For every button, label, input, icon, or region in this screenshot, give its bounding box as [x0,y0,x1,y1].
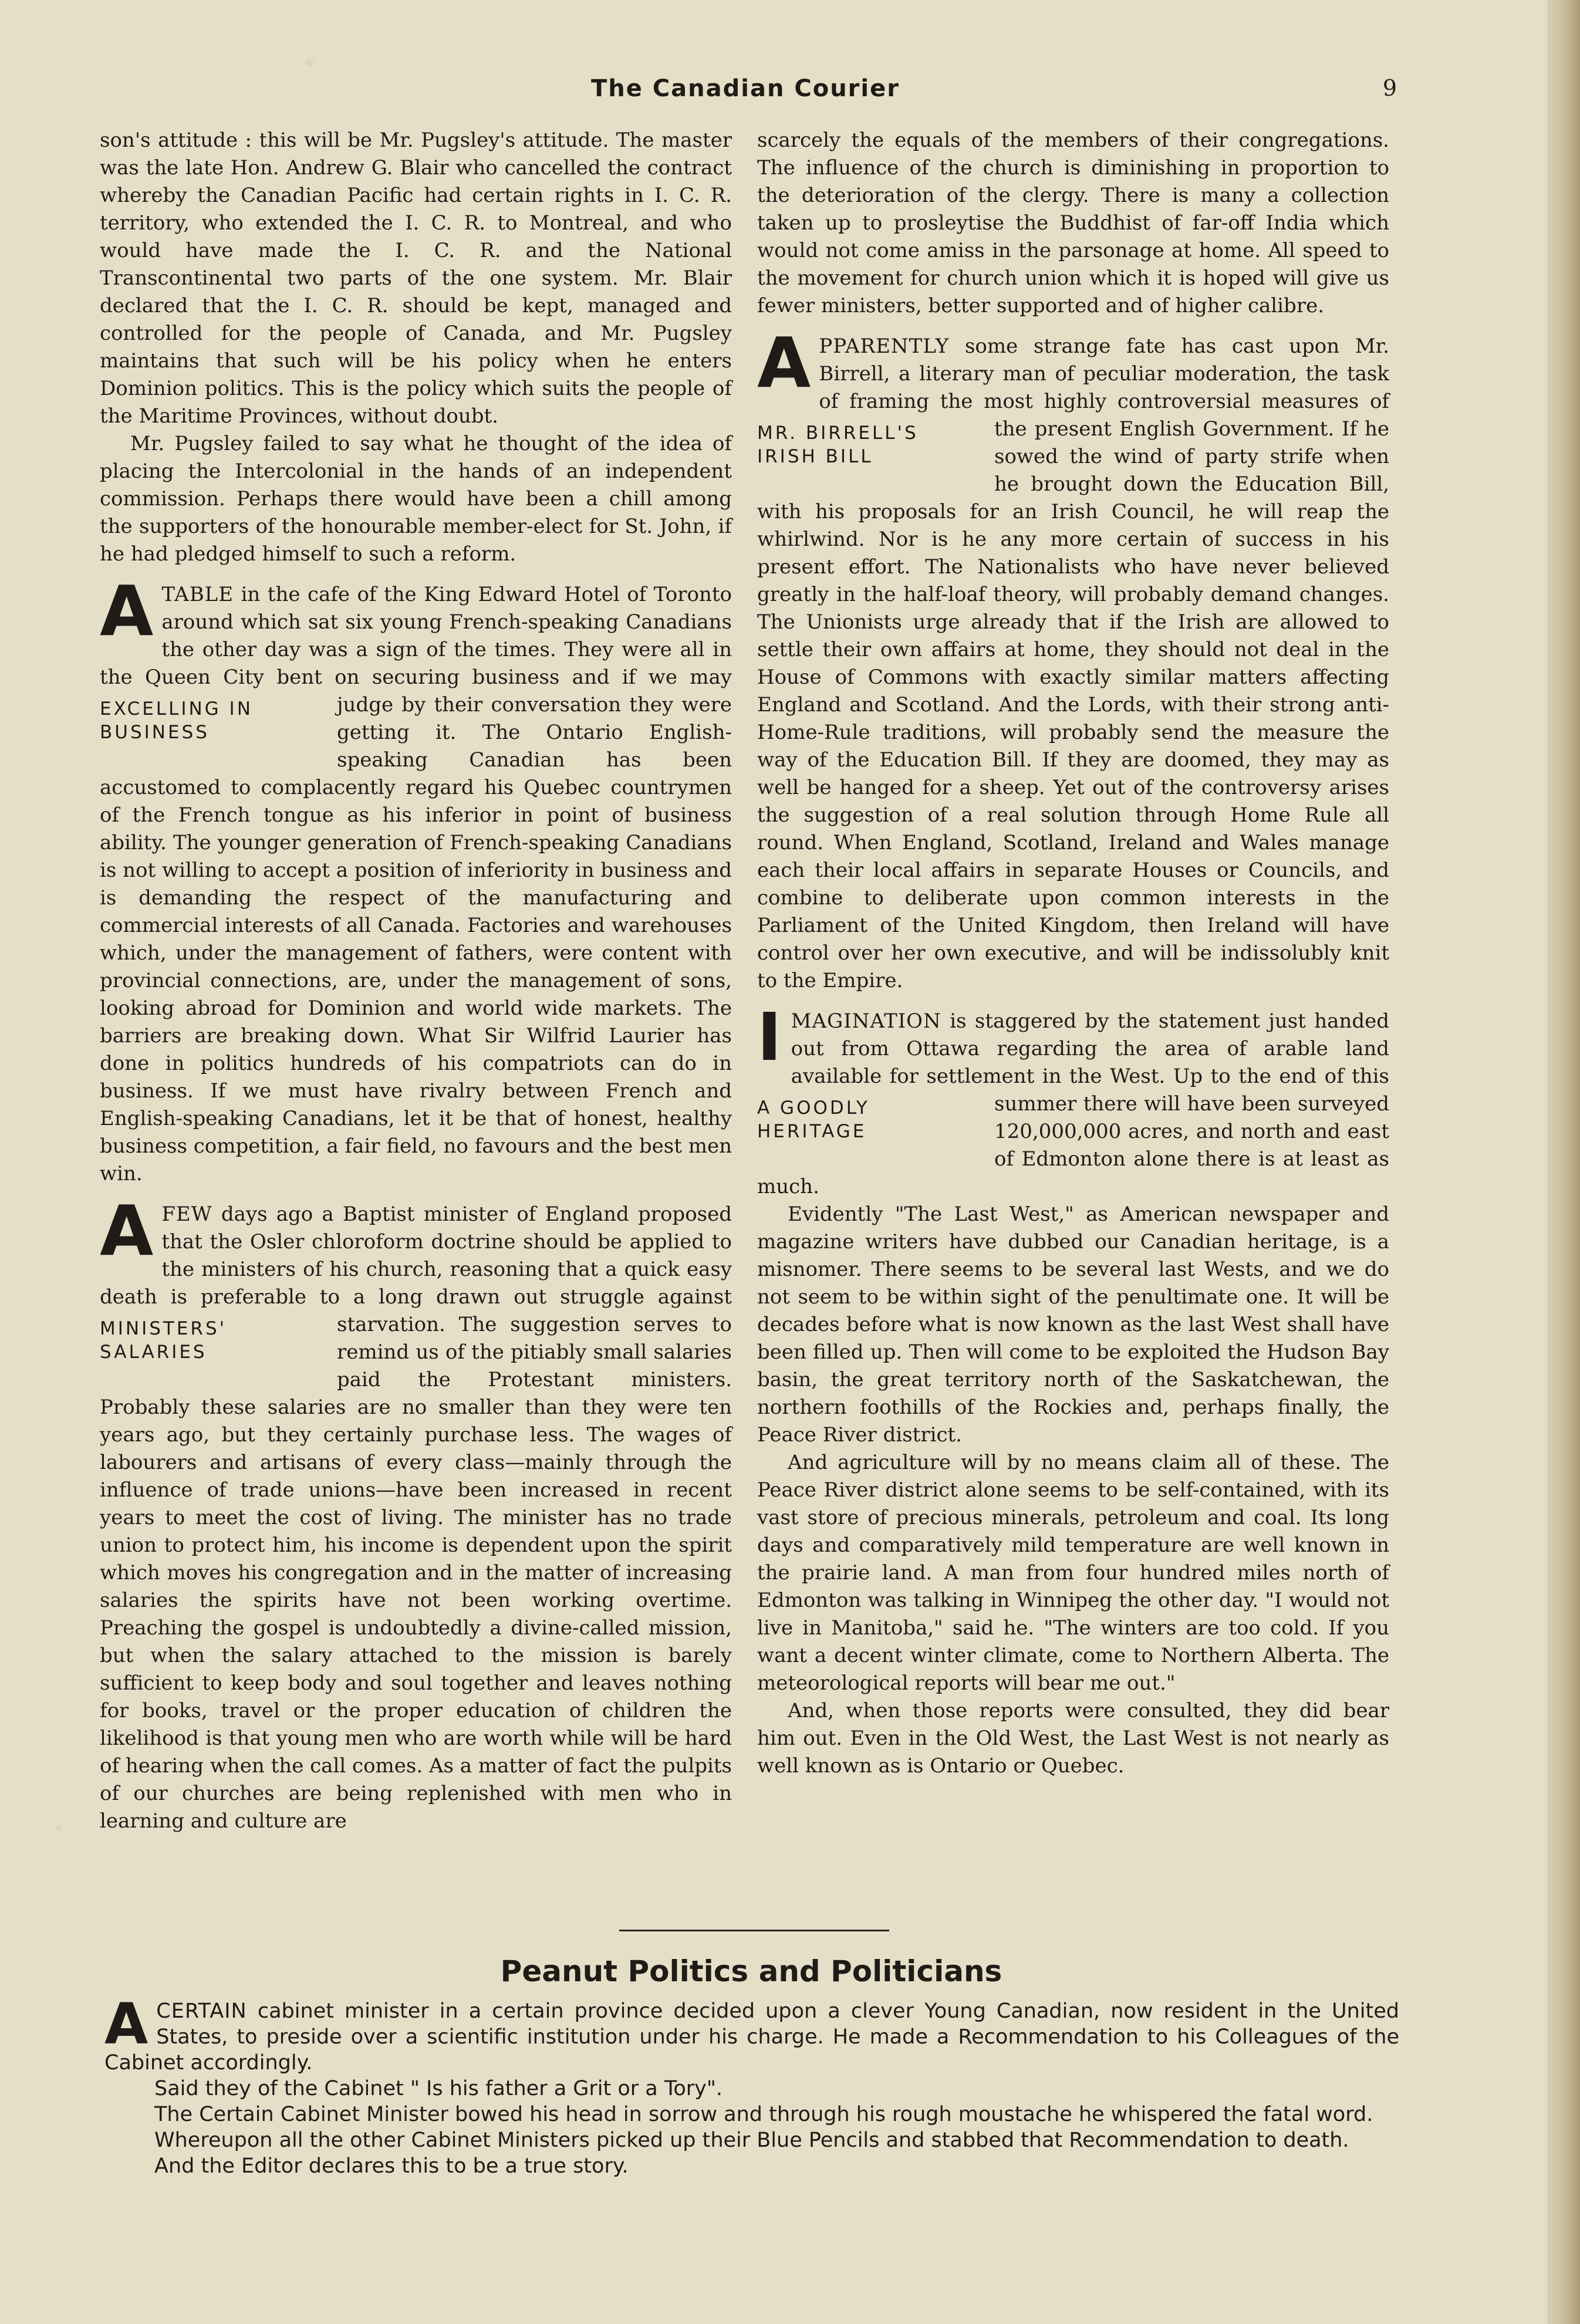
side-heading: EXCELLING IN BUSINESS [100,698,253,743]
drop-cap: A [100,570,154,651]
lead-word: PPARENTLY [819,335,950,358]
article-text: sowed the wind of party strife when he brought down the Education Bill, with his proposals for an Irish Council, he will reap the whirlwind. Nor is he any more certain of success in his present effort. The Nationalists who have never believed greatly in the half-loaf theory, will probably demand changes. The Unionists urge already that if the Irish are allowed to settle their own affairs at home, they should not deal in the House of Commons with exactly similar matters affecting England and Scotland. And the Lords, with their strong anti-Home-Rule traditions, will probably send the measure the way of the Education Bill. If they are doomed, they may as well be hanged for a sheep. Yet out of the controversy arises the suggestion of a real solution through Home Rule all round. When England, Scotland, Ireland and Wales manage each their local affairs in separate Houses or Councils, and combine to deliberate upon common interests in the Parliament of the United Kingdom, then Ireland will have control over her own executive, and will be indissolubly knit to the Empire. [757,445,1389,992]
article-text: their conversation they were getting it. The Ontario English-speaking Canadian has been accustomed to complacently regard his Quebec countrymen of the French tongue as his inferior in point of business ability. The younger generation of French-speaking Canadians is not willing to accept a position of inferiority in business and is demanding the respect of the manufacturing and commercial interests of all Canada. Factories and warehouses which, under the management of fathers, were content with provincial connections, are, under the management of sons, looking abroad for Dominion and world wide markets. The barriers are breaking down. What Sir Wilfrid Laurier has done in politics hundreds of his compatriots can do in business. If we must have rivalry between French and English-speaking Canadians, let it be that of honest, healthy business competition, a fair field, no favours and the best men win. [100,693,732,1185]
peanut-politics-article [104,1991,1399,2179]
heritage-paragraph-2: Evidently "The Last West," as American newspaper and magazine writers have dubbed our Canadian heritage, is a misnomer. There seems to be several last Wests, and we do not seem to be within sight of the penultimate one. It will be decades before what is now known as the last West shall have been filled up. Then will come to be exploited the Hudson Bay basin, the great territory north of the Saskatchewan, the northern foothills of the Rockies and, perhaps finally, the Peace River district. [757,1202,1389,1447]
page-number: 9 [1382,75,1397,101]
salaries-continuation: scarcely the equals of the members of their congregations. The influence of the church is diminishing in proportion to the deterioration of the clergy. There is many a collection taken up to prosleytise the Buddhist of far-off India which would not come amiss in the parsonage at home. All speed to the movement for church union which it is hoped will give us fewer ministers, better supported and of higher calibre. [757,129,1389,317]
article-text: some strange fate has cast upon Mr. Birrell, a literary man of peculiar moderation, the task of framing the most highly controversial measures of the present English Government. If he [819,335,1389,441]
left-column [100,127,732,1835]
drop-cap: I [757,999,782,1076]
heritage-paragraph-4: And, when those reports were consulted, they did bear him out. Even in the Old West, the Last West is not nearly as well known as is Ontario or Quebec. [757,1699,1389,1778]
lead-word: MAGINATION [791,1009,941,1033]
pugsley-paragraph-1: son's attitude : this will be Mr. Pugsley's attitude. The master was the late Hon. Andrew G. Blair who cancelled the contract whereby the Canadian Pacific had certain rights in I. C. R. territory, who extended the I. C. R. to Montreal, and who would have made the I. C. R. and the National Transcontinental two parts of the one system. Mr. Blair declared that the I. C. R. should be kept, managed and controlled for the people of Canada, and Mr. Pugsley maintains that such will be his policy when he enters Dominion politics. This is the policy which suits the people of the Maritime Provinces, without doubt. [100,129,732,428]
peanut-paragraph-4: Whereupon all the other Cabinet Ministers picked up their Blue Pencils and stabbed that Recommendation to death. [154,2129,1349,2152]
page-header [94,75,1397,110]
paper-stain [56,1825,62,1831]
article-ministers-salaries [100,1190,732,1835]
side-heading: A GOODLY HERITAGE [757,1097,870,1142]
article-text: 120,000,000 acres, and north and east of Edmonton alone there is at least as much. [757,1120,1389,1198]
article-text: cabinet minister in a certain province decided upon a clever Young Canadian, now resident in the United States, to preside over a scientific institution under his charge. He made a Recommendation to his Colleagues of the Cabinet accordingly. [104,1999,1399,2075]
side-heading: MR. BIRRELL'S IRISH BILL [757,423,919,467]
peanut-paragraph-2: Said they of the Cabinet " Is his father a Grit or a Tory". [154,2077,723,2100]
peanut-paragraph-3: The Certain Cabinet Minister bowed his head in sorrow and through his rough moustache he whispered the fatal word. [154,2103,1373,2126]
peanut-paragraph-5: And the Editor declares this to be a true story. [154,2154,629,2178]
drop-cap: A [104,1991,148,2057]
article-text: in the cafe of the King Edward Hotel of Toronto around which sat six young French-speaking Canadians the other day was a sign of the times. They were all in the Queen City bent on securing business and if we may judge by [100,583,732,717]
lead-word: TABLE [161,583,234,606]
pugsley-paragraph-2: Mr. Pugsley failed to say what he thought of the idea of placing the Intercolonial in the hands of an independent commission. Perhaps there would have been a chill among the supporters of the honourable member-elect for St. John, if he had pledged himself to such a reform. [100,432,732,566]
page-edge [1547,0,1580,2324]
article-text: struggle against starvation. The suggestion serves to remind us of the pitiably small salaries paid the Protestant ministers. Probably these salaries are no smaller than they were ten years ago, but they certainly purchase less. The wages of labourers and artisans of every class—mainly through the influence of trade unions—have been increased in recent years to meet the cost of living. The minister has no trade union to protect him, his income is dependent upon the spirit which moves his congregation and in the matter of increasing salaries the spirits have not been working overtime. Preaching the gospel is undoubtedly a divine-called mission, but when the salary attached to the mission is barely sufficient to keep body and soul together and leaves nothing for books, travel or the proper education of children the likelihood is that young men who are worth while will be hard of hearing when the call comes. As a matter of fact the pulpits of our churches are being replenished with men who in learning and culture are [100,1285,732,1833]
section-divider [619,1930,889,1931]
article-goodly-heritage [757,999,1389,1780]
drop-cap: A [757,322,811,403]
peanut-paragraph-1 [104,1991,1399,2076]
article-text: days ago a Baptist minister of England proposed that the Osler chloroform doctrine should be applied to the ministers of his church, reasoning that a quick easy death is preferable to a long drawn out [100,1202,732,1309]
section-title: Peanut Politics and Politicians [500,1954,1002,1988]
publication-title: The Canadian Courier [591,75,900,102]
drop-cap: A [100,1190,154,1271]
article-text: is staggered by the statement just handed out from Ottawa regarding the area of arable land available for settlement in the West. Up to the end of this summer there will have been surveyed [791,1009,1389,1116]
article-excelling-in-business [100,570,732,1188]
right-column [757,127,1389,1780]
lead-word: FEW [161,1202,212,1226]
side-heading: MINISTERS' SALARIES [100,1318,227,1363]
lead-word: CERTAIN [156,1999,247,2023]
heritage-paragraph-3: And agriculture will by no means claim all of these. The Peace River district alone seems to be self-contained, with its vast store of precious minerals, petroleum and coal. Its long days and comparatively mild temperature are well known in the prairie land. A man from four hundred miles north of Edmonton was talking in Winnipeg the other day. "I would not live in Manitoba," said he. "The winters are too cold. If you want a decent winter climate, come to Northern Alberta. The meteorological reports will bear me out." [757,1451,1389,1695]
paper-stain [305,59,313,67]
article-irish-bill [757,322,1389,995]
